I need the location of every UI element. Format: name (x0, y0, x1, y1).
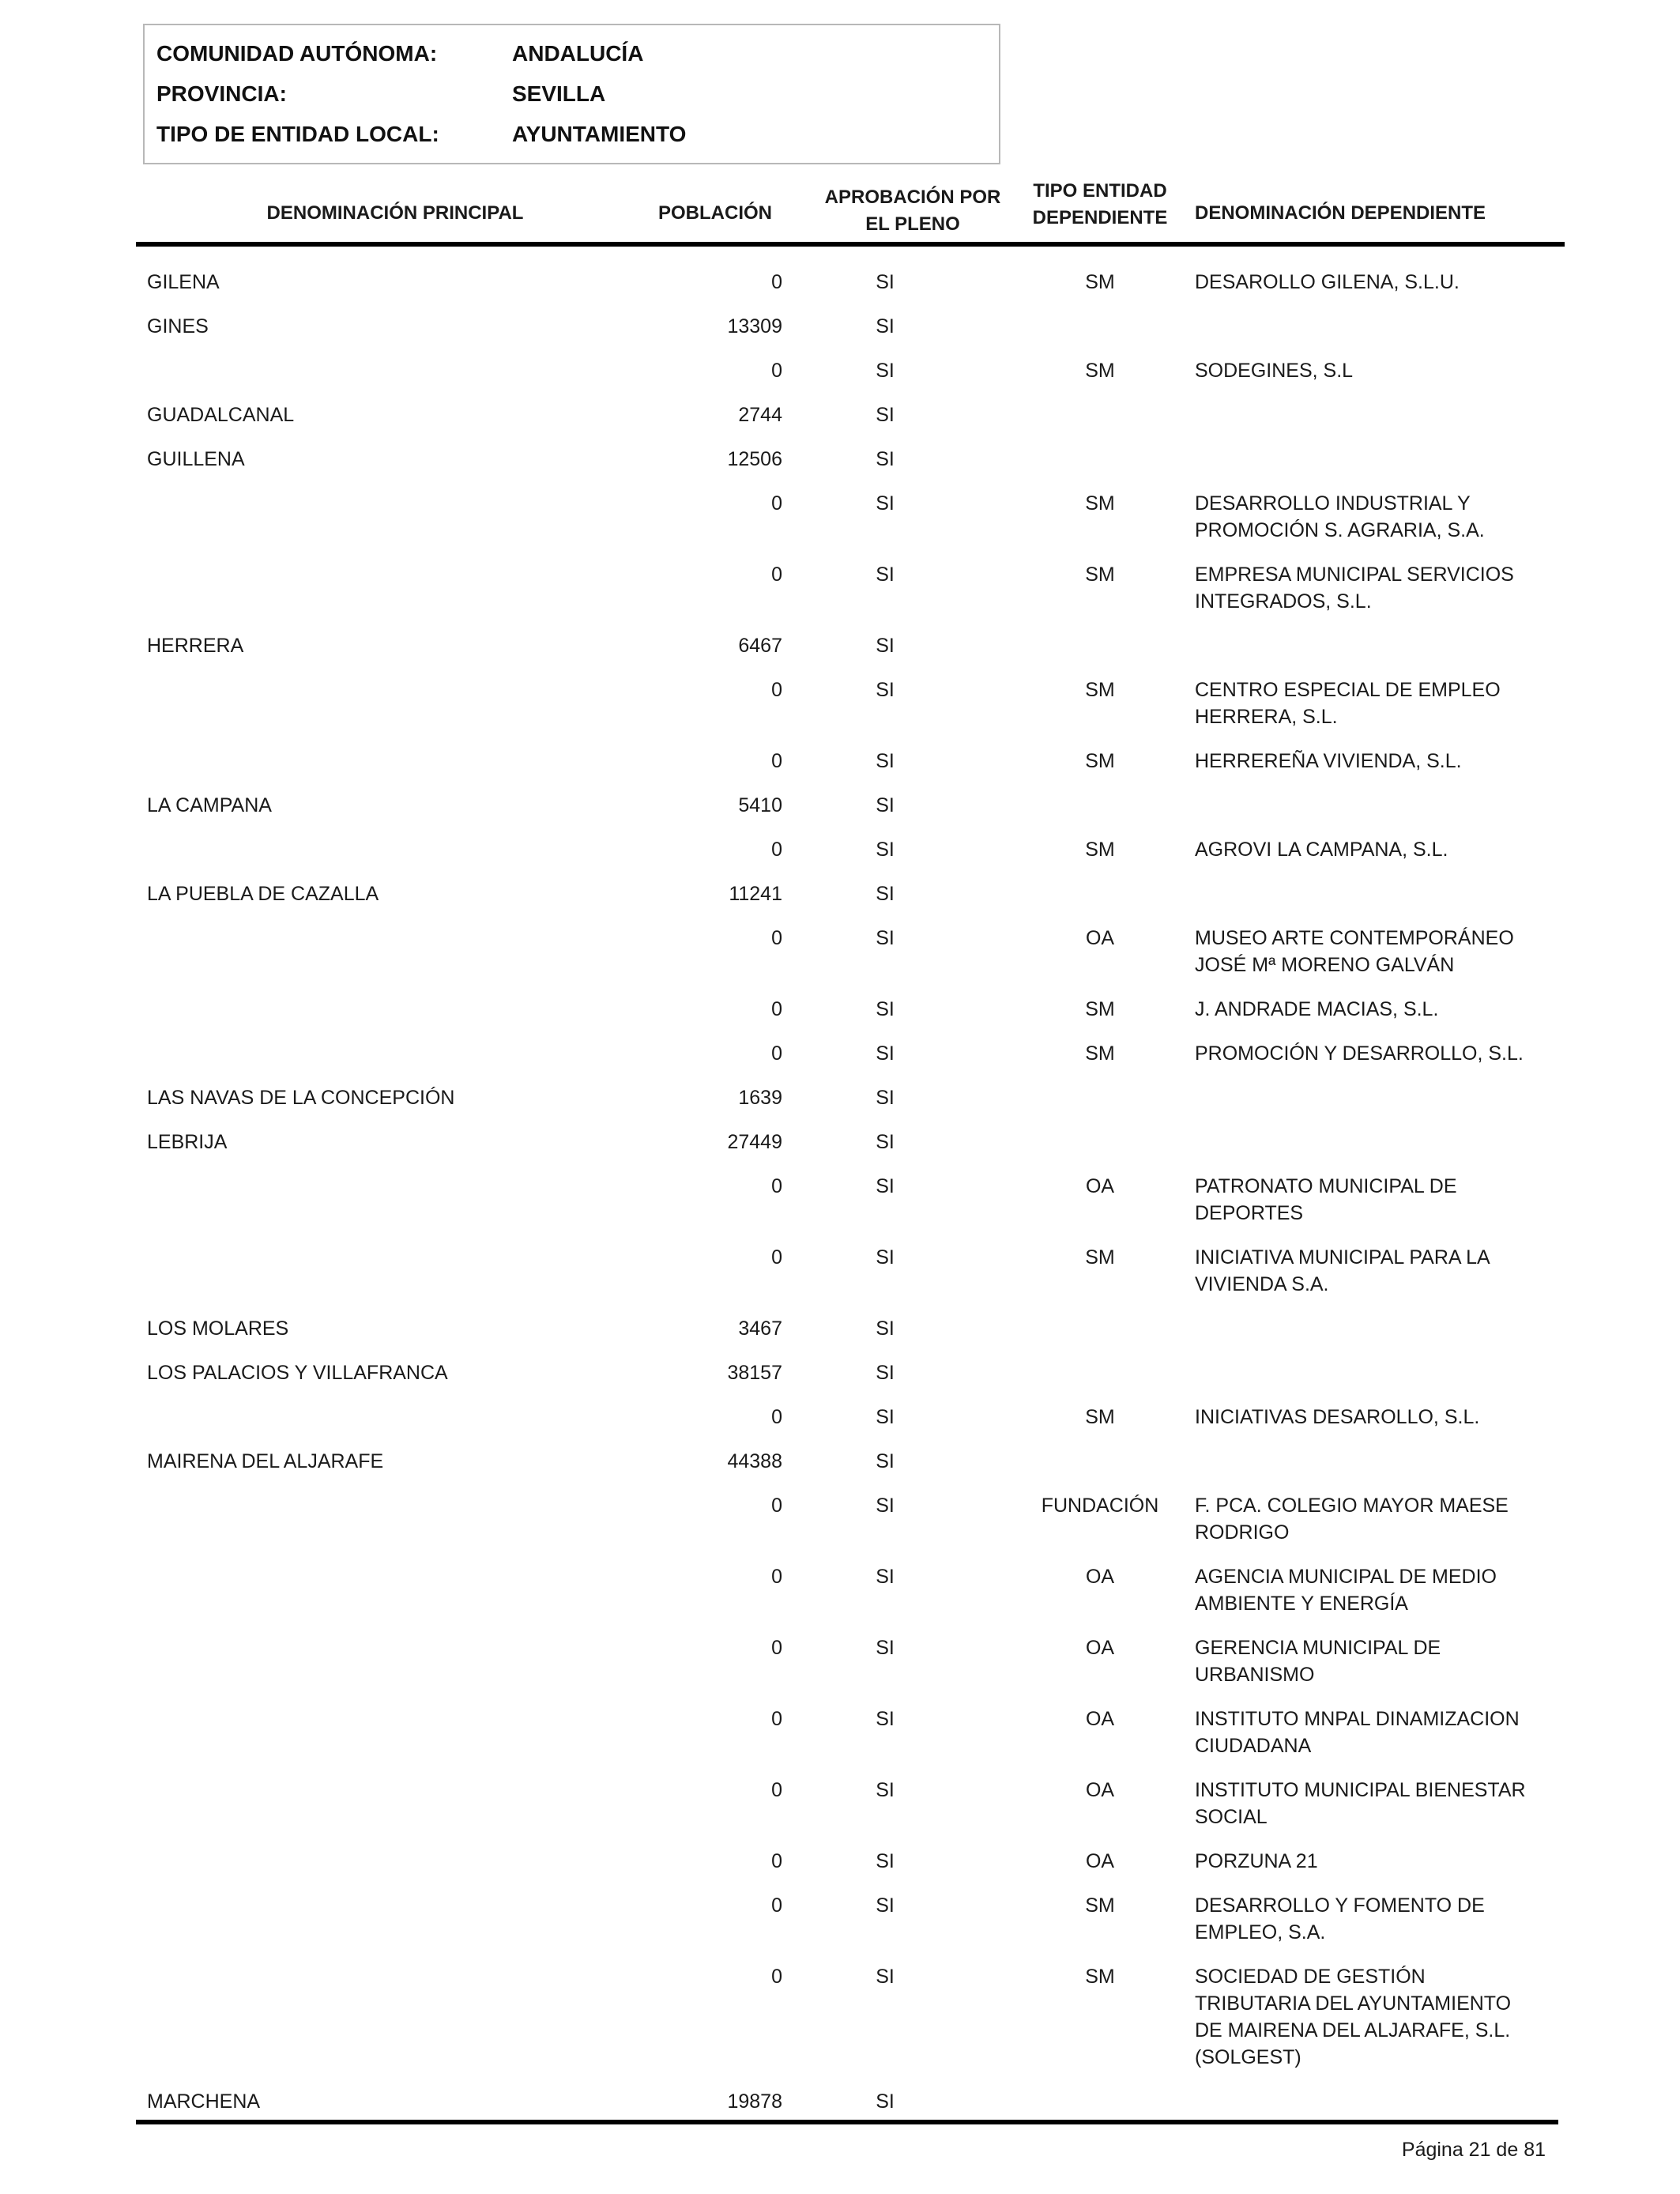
cell-tipo: OA (1085, 1637, 1115, 1659)
cell-aprobacion: SI (876, 492, 895, 515)
cell-poblacion: 0 (771, 1850, 782, 1872)
cell-poblacion: 0 (771, 1779, 782, 1801)
cell-dependiente: F. PCA. COLEGIO MAYOR MAESE RODRIGO (1195, 1495, 1509, 1544)
cell-aprobacion: SI (876, 679, 895, 701)
table-row (0, 1448, 1680, 1492)
cell-dependiente: DESARROLLO INDUSTRIAL Y PROMOCIÓN S. AGRARIA, S.A. (1195, 492, 1485, 541)
cell-aprobacion: SI (876, 927, 895, 949)
column-header-aprobacion-line2: EL PLENO (865, 213, 960, 235)
cell-aprobacion: SI (876, 1362, 895, 1384)
table-row (0, 677, 1680, 748)
cell-principal: GILENA (147, 271, 220, 293)
cell-principal: LOS MOLARES (147, 1318, 289, 1340)
cell-poblacion: 3467 (738, 1318, 782, 1340)
cell-dependiente: GERENCIA MUNICIPAL DE URBANISMO (1195, 1637, 1441, 1686)
cell-aprobacion: SI (876, 1450, 895, 1472)
entity-table (0, 269, 1680, 2132)
cell-poblacion: 0 (771, 998, 782, 1020)
cell-dependiente: AGENCIA MUNICIPAL DE MEDIO AMBIENTE Y ENERGÍA (1195, 1566, 1497, 1615)
cell-aprobacion: SI (876, 1850, 895, 1872)
cell-principal: HERRERA (147, 635, 244, 657)
cell-principal: GINES (147, 315, 209, 337)
cell-aprobacion: SI (876, 1042, 895, 1065)
table-row (0, 1173, 1680, 1244)
table-row (0, 401, 1680, 446)
cell-poblacion: 5410 (738, 794, 782, 816)
cell-aprobacion: SI (876, 2090, 895, 2113)
tipo-entidad-label: TIPO DE ENTIDAD LOCAL: (156, 122, 439, 146)
cell-tipo: OA (1085, 1708, 1115, 1730)
cell-poblacion: 44388 (727, 1450, 782, 1472)
cell-aprobacion: SI (876, 883, 895, 905)
cell-aprobacion: SI (876, 271, 895, 293)
cell-poblacion: 0 (771, 1637, 782, 1659)
cell-aprobacion: SI (876, 404, 895, 426)
cell-tipo: OA (1085, 927, 1115, 949)
cell-poblacion: 6467 (738, 635, 782, 657)
cell-poblacion: 13309 (727, 315, 782, 337)
cell-aprobacion: SI (876, 839, 895, 861)
cell-tipo: SM (1085, 998, 1115, 1020)
cell-poblacion: 0 (771, 360, 782, 382)
cell-poblacion: 0 (771, 564, 782, 586)
table-row (0, 632, 1680, 677)
cell-principal: LA CAMPANA (147, 794, 272, 816)
table-row (0, 446, 1680, 490)
cell-tipo: OA (1085, 1779, 1115, 1801)
cell-dependiente: EMPRESA MUNICIPAL SERVICIOS INTEGRADOS, S.L. (1195, 564, 1514, 613)
cell-tipo: SM (1085, 1894, 1115, 1917)
column-header-aprobacion (814, 184, 1011, 238)
page-number: Página 21 de 81 (1401, 2139, 1546, 2161)
comunidad-value: ANDALUCÍA (512, 41, 644, 66)
cell-aprobacion: SI (876, 1087, 895, 1109)
cell-aprobacion: SI (876, 1894, 895, 1917)
cell-tipo: SM (1085, 679, 1115, 701)
provincia-value: SEVILLA (512, 81, 606, 106)
table-row (0, 490, 1680, 561)
table-row (0, 1129, 1680, 1173)
cell-aprobacion: SI (876, 1966, 895, 1988)
table-row (0, 880, 1680, 925)
table-row (0, 1634, 1680, 1706)
cell-tipo: SM (1085, 271, 1115, 293)
cell-dependiente: PATRONATO MUNICIPAL DE DEPORTES (1195, 1175, 1457, 1224)
cell-dependiente: MUSEO ARTE CONTEMPORÁNEO JOSÉ Mª MORENO GALVÁN (1195, 927, 1514, 976)
table-row (0, 561, 1680, 632)
table-row (0, 925, 1680, 996)
cell-tipo: FUNDACIÓN (1041, 1495, 1159, 1517)
cell-dependiente: HERREREÑA VIVIENDA, S.L. (1195, 750, 1462, 772)
cell-tipo: OA (1085, 1850, 1115, 1872)
cell-aprobacion: SI (876, 1318, 895, 1340)
cell-principal: GUILLENA (147, 448, 245, 470)
cell-poblacion: 0 (771, 927, 782, 949)
cell-tipo: SM (1085, 492, 1115, 515)
cell-dependiente: INICIATIVAS DESAROLLO, S.L. (1195, 1406, 1480, 1428)
table-row (0, 1084, 1680, 1129)
cell-principal: GUADALCANAL (147, 404, 295, 426)
table-row (0, 1244, 1680, 1315)
column-header-tipo-line2: DEPENDIENTE (1032, 207, 1168, 228)
cell-aprobacion: SI (876, 998, 895, 1020)
table-row (0, 313, 1680, 357)
cell-tipo: SM (1085, 1406, 1115, 1428)
cell-aprobacion: SI (876, 1779, 895, 1801)
column-header-dependiente: DENOMINACIÓN DEPENDIENTE (1195, 202, 1486, 224)
column-header-poblacion: POBLACIÓN (658, 202, 772, 224)
cell-aprobacion: SI (876, 1246, 895, 1269)
cell-poblacion: 0 (771, 679, 782, 701)
table-row (0, 1848, 1680, 1892)
cell-poblacion: 0 (771, 271, 782, 293)
table-row (0, 1777, 1680, 1848)
header-rule (136, 242, 1565, 247)
cell-aprobacion: SI (876, 1566, 895, 1588)
cell-aprobacion: SI (876, 360, 895, 382)
cell-poblacion: 0 (771, 1966, 782, 1988)
cell-poblacion: 0 (771, 1495, 782, 1517)
cell-aprobacion: SI (876, 1131, 895, 1153)
cell-poblacion: 2744 (738, 404, 782, 426)
table-row (0, 1315, 1680, 1359)
cell-tipo: SM (1085, 564, 1115, 586)
provincia-label: PROVINCIA: (156, 81, 287, 106)
table-row (0, 1706, 1680, 1777)
cell-tipo: SM (1085, 1042, 1115, 1065)
cell-poblacion: 0 (771, 1894, 782, 1917)
cell-dependiente: DESARROLLO Y FOMENTO DE EMPLEO, S.A. (1195, 1894, 1485, 1943)
cell-aprobacion: SI (876, 1637, 895, 1659)
cell-aprobacion: SI (876, 1406, 895, 1428)
cell-aprobacion: SI (876, 1175, 895, 1197)
table-row (0, 996, 1680, 1040)
column-header-aprobacion-line1: APROBACIÓN POR (824, 187, 1001, 208)
cell-poblacion: 38157 (727, 1362, 782, 1384)
cell-poblacion: 19878 (727, 2090, 782, 2113)
cell-dependiente: INSTITUTO MNPAL DINAMIZACION CIUDADANA (1195, 1708, 1520, 1757)
cell-aprobacion: SI (876, 315, 895, 337)
cell-tipo: SM (1085, 839, 1115, 861)
cell-dependiente: CENTRO ESPECIAL DE EMPLEO HERRERA, S.L. (1195, 679, 1501, 728)
table-row (0, 269, 1680, 313)
cell-aprobacion: SI (876, 1495, 895, 1517)
cell-principal: MAIRENA DEL ALJARAFE (147, 1450, 384, 1472)
cell-principal: MARCHENA (147, 2090, 261, 2113)
table-row (0, 836, 1680, 880)
cell-tipo: SM (1085, 1966, 1115, 1988)
cell-poblacion: 1639 (738, 1087, 782, 1109)
footer-rule (136, 2120, 1558, 2124)
cell-tipo: OA (1085, 1566, 1115, 1588)
table-row (0, 1404, 1680, 1448)
table-row (0, 2088, 1680, 2132)
cell-aprobacion: SI (876, 794, 895, 816)
cell-aprobacion: SI (876, 635, 895, 657)
cell-poblacion: 0 (771, 839, 782, 861)
table-row (0, 1492, 1680, 1563)
cell-principal: LEBRIJA (147, 1131, 228, 1153)
cell-tipo: SM (1085, 750, 1115, 772)
cell-aprobacion: SI (876, 564, 895, 586)
table-row (0, 748, 1680, 792)
cell-poblacion: 0 (771, 750, 782, 772)
cell-poblacion: 0 (771, 1708, 782, 1730)
cell-tipo: OA (1085, 1175, 1115, 1197)
cell-dependiente: INSTITUTO MUNICIPAL BIENESTAR SOCIAL (1195, 1779, 1526, 1828)
entity-info-box (143, 24, 1000, 164)
cell-principal: LAS NAVAS DE LA CONCEPCIÓN (147, 1087, 455, 1109)
cell-dependiente: PROMOCIÓN Y DESARROLLO, S.L. (1195, 1042, 1524, 1065)
table-row (0, 1963, 1680, 2088)
cell-aprobacion: SI (876, 750, 895, 772)
cell-dependiente: INICIATIVA MUNICIPAL PARA LA VIVIENDA S.A. (1195, 1246, 1490, 1295)
comunidad-label: COMUNIDAD AUTÓNOMA: (156, 41, 438, 66)
cell-dependiente: PORZUNA 21 (1195, 1850, 1318, 1872)
cell-poblacion: 0 (771, 1246, 782, 1269)
cell-principal: LOS PALACIOS Y VILLAFRANCA (147, 1362, 448, 1384)
cell-dependiente: SODEGINES, S.L (1195, 360, 1354, 382)
cell-poblacion: 0 (771, 492, 782, 515)
column-header-tipo (1021, 178, 1179, 232)
table-row (0, 1040, 1680, 1084)
cell-dependiente: DESAROLLO GILENA, S.L.U. (1195, 271, 1460, 293)
table-row (0, 357, 1680, 401)
cell-poblacion: 0 (771, 1042, 782, 1065)
table-row (0, 792, 1680, 836)
cell-poblacion: 0 (771, 1566, 782, 1588)
cell-poblacion: 27449 (727, 1131, 782, 1153)
cell-dependiente: SOCIEDAD DE GESTIÓN TRIBUTARIA DEL AYUNTAMIENTO DE MAIRENA DEL ALJARAFE, S.L. (SOLGEST) (1195, 1966, 1512, 2068)
column-header-tipo-line1: TIPO ENTIDAD (1033, 180, 1167, 202)
table-row (0, 1563, 1680, 1634)
cell-dependiente: J. ANDRADE MACIAS, S.L. (1195, 998, 1439, 1020)
table-row (0, 1359, 1680, 1404)
cell-poblacion: 12506 (727, 448, 782, 470)
cell-aprobacion: SI (876, 1708, 895, 1730)
column-header-principal: DENOMINACIÓN PRINCIPAL (266, 202, 524, 224)
table-row (0, 1892, 1680, 1963)
cell-dependiente: AGROVI LA CAMPANA, S.L. (1195, 839, 1448, 861)
tipo-entidad-value: AYUNTAMIENTO (512, 122, 687, 146)
cell-poblacion: 11241 (729, 883, 782, 905)
cell-tipo: SM (1085, 1246, 1115, 1269)
cell-aprobacion: SI (876, 448, 895, 470)
cell-poblacion: 0 (771, 1175, 782, 1197)
cell-principal: LA PUEBLA DE CAZALLA (147, 883, 379, 905)
cell-poblacion: 0 (771, 1406, 782, 1428)
cell-tipo: SM (1085, 360, 1115, 382)
